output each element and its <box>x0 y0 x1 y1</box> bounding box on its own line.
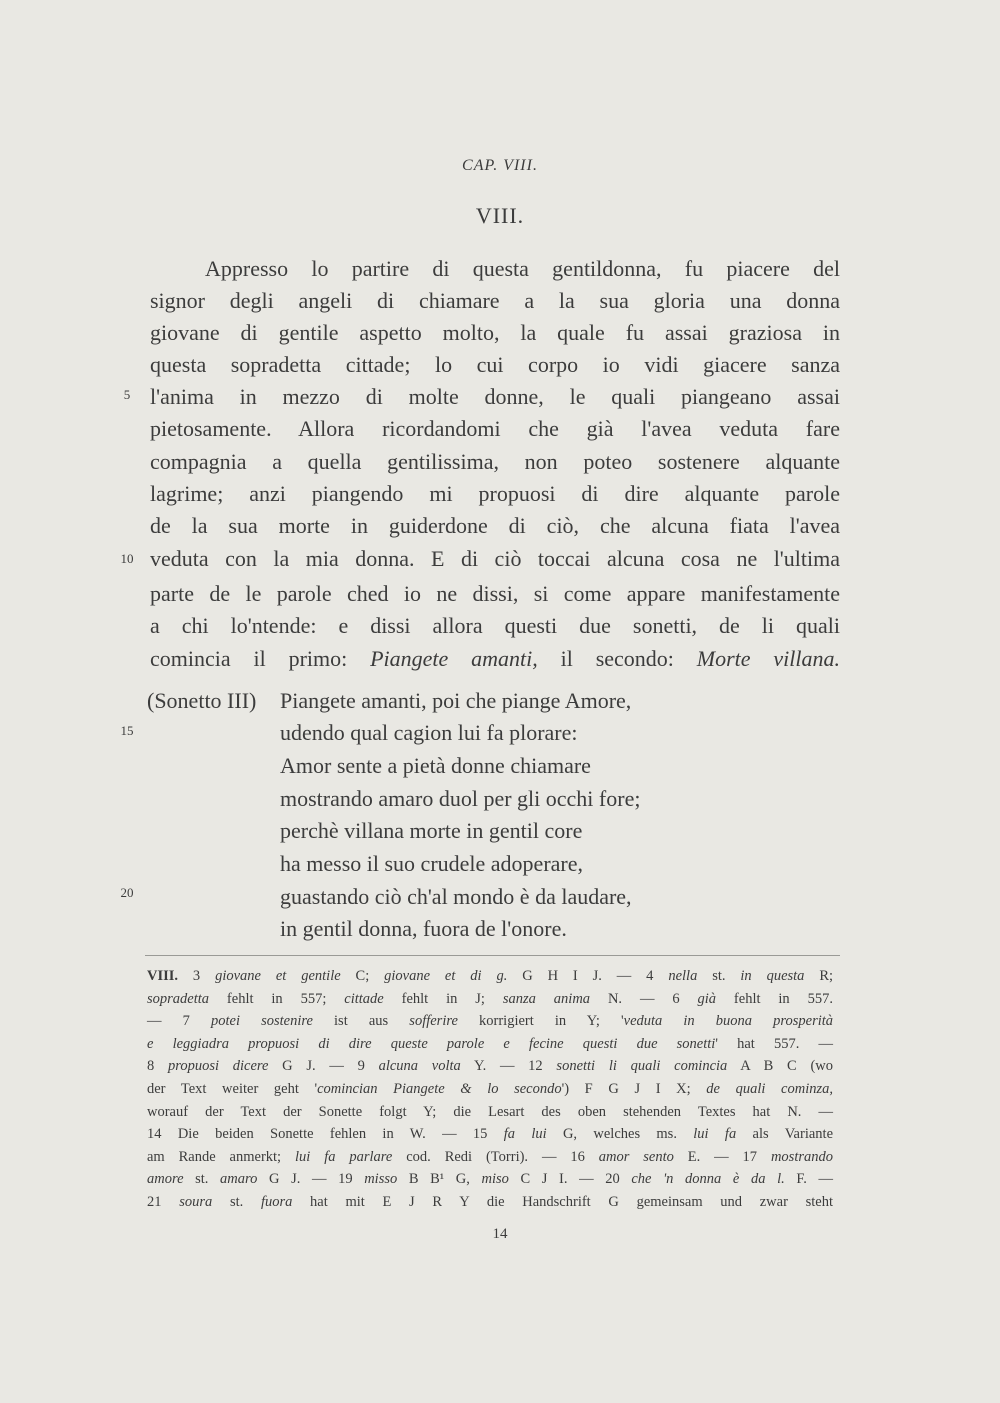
footnote-segment: veduta in buona prosperità <box>623 1013 834 1030</box>
footnote-segment: ' hat 557. — <box>715 1035 834 1052</box>
footnote-segment: ist aus <box>312 1013 410 1030</box>
footnote-segment: der Text weiter geht ' <box>147 1081 318 1097</box>
footnote-line <box>147 1146 833 1169</box>
footnote-segment: am Rande anmerkt; <box>147 1148 295 1165</box>
verse-line: Amor sente a pietà donne chiamare <box>280 753 591 778</box>
verse-line: guastando ciò ch'al mondo è da laudare, <box>280 884 632 909</box>
footnote-segment: cod. Redi (Torri). — 16 <box>392 1148 599 1165</box>
footnote-segment: B B¹ G, <box>397 1171 482 1188</box>
footnote-segment: miso <box>481 1171 509 1188</box>
footnote-line <box>147 988 833 1011</box>
footnote-segment: worauf der Text der Sonette folgt Y; die Lesart des oben stehenden Textes hat N. — <box>147 1103 833 1120</box>
footnote-segment: lui fa <box>693 1126 737 1143</box>
verse-line: in gentil donna, fuora de l'onore. <box>280 916 567 941</box>
footnote-segment: C J I. — 20 <box>508 1171 632 1188</box>
footnote-segment: G, welches ms. <box>546 1126 694 1143</box>
prose-line-last <box>150 643 840 675</box>
footnote-segment: sonetti li quali comincia <box>556 1058 728 1075</box>
footnote-segment: R; <box>804 968 834 984</box>
footnote-segment: hat mit E J R Y die Handschrift G gemeinsam und zwar steht <box>292 1194 833 1210</box>
prose-line: a chi lo'ntende: e dissi allora questi due sonetti, de li quali <box>150 613 840 638</box>
footnote-line <box>147 1055 833 1078</box>
prose-line: signor degli angeli di chiamare a la sua gloria una donna <box>150 288 840 313</box>
line-number: 10 <box>120 551 134 566</box>
verse-line: mostrando amaro duol per gli occhi fore; <box>280 786 641 811</box>
prose-last-lead: comincia il primo: <box>150 646 348 671</box>
footnote-segment: sanza anima <box>502 990 591 1007</box>
footnote-segment: A B C (wo <box>727 1058 833 1075</box>
running-head: CAP. VIII. <box>462 157 538 174</box>
prose-line: lagrime; anzi piangendo mi propuosi di dire alquante parole <box>150 481 840 506</box>
footnote-segment: comincian Piangete & lo secondo <box>317 1081 562 1097</box>
footnote-line <box>147 965 833 988</box>
footnote-segment: già <box>697 990 717 1007</box>
footnote-line <box>147 1191 833 1214</box>
footnote-segment: giovane et di g. <box>384 968 508 984</box>
sonnet-title-first: Piangete amanti, <box>370 646 538 671</box>
footnote-segment: soura <box>179 1194 213 1210</box>
footnote-segment: Y. — 12 <box>460 1058 557 1075</box>
prose-line: l'anima in mezzo di molte donne, le quali piangeano assai <box>150 384 840 409</box>
chapter-title: VIII. <box>475 203 525 228</box>
footnote-line <box>147 1101 833 1124</box>
footnote-line <box>147 1123 833 1146</box>
footnote-segment: fehlt in 557; <box>209 990 345 1007</box>
footnote-segment: 8 <box>147 1058 168 1075</box>
prose-line: pietosamente. Allora ricordandomi che già l'avea veduta fare <box>150 416 840 441</box>
footnote-segment: potei sostenire <box>210 1013 313 1030</box>
footnote-segment: E. — 17 <box>673 1148 771 1165</box>
footnote-segment: VIII. <box>147 968 179 984</box>
footnote-segment: amore <box>147 1171 184 1188</box>
footnote-segment: N. — 6 <box>590 990 698 1007</box>
footnote-segment: sopradetta <box>147 990 210 1007</box>
footnote-segment: st. <box>212 1194 261 1210</box>
prose-line: questa sopradetta cittade; lo cui corpo io vidi giacere sanza <box>150 352 840 377</box>
footnote-segment: sofferire <box>409 1013 458 1030</box>
footnote-segment: fehlt in 557. <box>716 990 833 1007</box>
footnote-segment: de quali cominza, <box>706 1081 833 1097</box>
footnote-line <box>147 1078 833 1101</box>
footnote-segment: fuora <box>260 1194 293 1210</box>
footnote-rule <box>145 955 840 956</box>
footnote-segment: korrigiert in Y; ' <box>457 1013 624 1030</box>
sonnet-title-second: Morte villana. <box>696 646 841 671</box>
footnote-segment: als Variante <box>736 1126 834 1143</box>
footnote-segment: 14 Die beiden Sonette fehlen in W. — 15 <box>147 1126 504 1143</box>
footnote-segment: alcuna volta <box>378 1058 461 1075</box>
footnote-segment: G J. — 9 <box>268 1058 379 1075</box>
footnote-segment: cittade <box>344 990 384 1007</box>
verse-line: Piangete amanti, poi che piange Amore, <box>280 688 632 713</box>
footnote-segment: propuosi dicere <box>167 1058 269 1075</box>
verse-line: ha messo il suo crudele adoperare, <box>280 851 583 876</box>
prose-line: veduta con la mia donna. E di ciò toccai alcuna cosa ne l'ultima <box>150 546 840 571</box>
footnote-line <box>147 1168 833 1191</box>
footnote-segment: lui fa parlare <box>295 1148 393 1165</box>
prose-last-mid: il secondo: <box>560 646 674 671</box>
footnote-segment: mostrando <box>770 1148 833 1165</box>
line-number: 5 <box>123 387 131 402</box>
line-number: 20 <box>120 885 134 900</box>
footnote-line <box>147 1033 833 1056</box>
footnote-segment: misso <box>364 1171 398 1188</box>
prose-line: de la sua morte in guiderdone di ciò, che alcuna fiata l'avea <box>150 513 840 538</box>
verse-line: udendo qual cagion lui fa plorare: <box>280 720 578 745</box>
footnote-segment: nella <box>668 968 698 984</box>
footnote-segment: e leggiadra propuosi di dire queste parole e fecine questi due sonetti <box>147 1035 716 1052</box>
footnote-segment: fa lui <box>503 1126 547 1143</box>
prose-line: parte de le parole ched io ne dissi, si come appare manifestamente <box>150 581 840 606</box>
footnote-segment: amaro <box>220 1171 258 1188</box>
footnote-segment: 3 <box>178 968 216 984</box>
verse-line: perchè villana morte in gentil core <box>280 818 583 843</box>
footnote-segment: st. <box>183 1171 221 1188</box>
page-number: 14 <box>492 1226 508 1242</box>
footnote-segment: amor sento <box>598 1148 674 1165</box>
line-number: 15 <box>120 723 134 738</box>
footnote-segment: 21 <box>147 1194 180 1210</box>
footnote-segment: che 'n donna è da l. <box>631 1171 785 1188</box>
footnote-line <box>147 1010 833 1033</box>
footnote-segment: in questa <box>740 968 805 984</box>
footnote-segment: C; <box>340 968 385 984</box>
footnote-segment: fehlt in J; <box>383 990 503 1007</box>
footnote-segment: ') F G J I X; <box>561 1081 707 1097</box>
footnote-segment: st. <box>697 968 741 984</box>
sonnet-label: (Sonetto III) <box>147 688 257 713</box>
footnote-segment: G H I J. — 4 <box>507 968 669 984</box>
prose-line: compagnia a quella gentilissima, non poteo sostenere alquante <box>150 449 840 474</box>
footnote-segment: — 7 <box>147 1013 211 1030</box>
prose-line: Appresso lo partire di questa gentildonna, fu piacere del <box>205 256 840 281</box>
prose-line: giovane di gentile aspetto molto, la quale fu assai graziosa in <box>150 320 840 345</box>
footnote-segment: giovane et gentile <box>215 968 341 984</box>
footnote-segment: F. — <box>784 1171 833 1188</box>
footnote-segment: G J. — 19 <box>257 1171 365 1188</box>
